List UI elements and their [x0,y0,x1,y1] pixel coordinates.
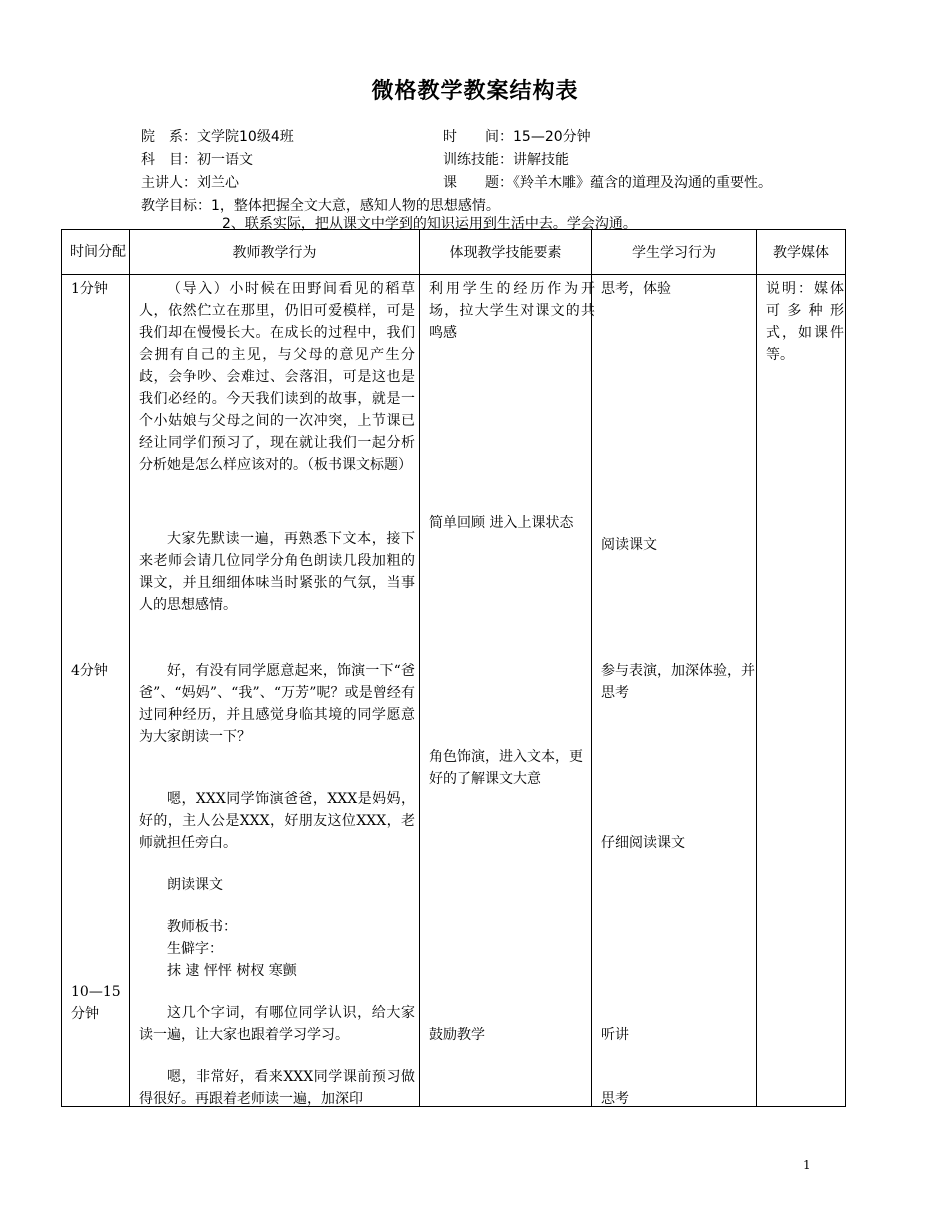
meta-goal-2: 2、联系实际，把从课文中学到的知识运用到生活中去。学会沟通。 [222,216,637,232]
student-item: 阅读课文 [601,537,657,553]
meta-topic: 课 题：《羚羊木雕》蕴含的道理及沟通的重要性。 [443,175,772,191]
student-item: 思考 [601,1091,629,1107]
media-cell [757,275,846,1107]
meta-goal-1: 教学目标：1，整体把握全文大意，感知人物的思想感情。 [141,198,500,214]
table-header-row [62,230,846,275]
meta-lecturer: 主讲人：刘兰心 [141,175,239,191]
teacher-paragraph: 生僻字： [167,941,223,957]
meta-skill: 训练技能：讲解技能 [443,152,569,168]
teacher-paragraph: 好，有没有同学愿意起来，饰演一下“爸爸”、“妈妈”、“我”、“万芳”呢？或是曾经有过同种经历，并且感觉身临其境的同学愿意为大家朗读一下？ [139,663,415,745]
page-number: 1 [803,1158,811,1172]
page-title: 微格教学教案结构表 [371,79,579,104]
meta-subject: 科 目：初一语文 [141,152,253,168]
teacher-paragraph: 大家先默读一遍，再熟悉下文本，接下来老师会请几位同学分角色朗读几段加粗的课文，并且细细体味当时紧张的气氛，当事人的思想感情。 [139,531,415,613]
student-item: 参与表演，加深体验，并思考 [601,663,755,701]
header-time: 时间分配 [62,230,130,275]
header-media: 教学媒体 [757,230,846,275]
skill-cell [420,275,595,1107]
header-student: 学生学习行为 [592,230,757,275]
teacher-paragraph: 抹 逮 怦怦 树杈 寒颤 [167,963,297,979]
meta-department: 院 系：文学院10级4班 [141,129,294,145]
teacher-paragraph: 嗯，XXX同学饰演爸爸，XXX是妈妈，好的，主人公是XXX，好朋友这位XXX，老师就担任旁白。 [139,791,415,851]
skill-item: 鼓励教学 [429,1027,485,1043]
skill-item: 角色饰演，进入文本，更好的了解课文大意 [429,749,583,787]
media-note: 说明：媒体可多种形式，如课件等。 [766,281,844,363]
student-item: 仔细阅读课文 [601,835,685,851]
time-cell [62,275,130,1107]
teacher-paragraph: 这几个字词，有哪位同学认识，给大家读一遍，让大家也跟着学习学习。 [139,1005,415,1043]
student-item: 听讲 [601,1027,629,1043]
teacher-cell [130,275,420,1107]
table-row [62,275,846,1107]
skill-item: 利用学生的经历作为开场，拉大学生对课文的共鸣感 [429,281,595,341]
skill-item: 简单回顾 进入上课状态 [429,515,574,531]
student-cell [592,275,757,1107]
teacher-paragraph: 嗯，非常好，看来XXX同学课前预习做得很好。再跟着老师读一遍，加深印 [139,1069,415,1107]
header-teacher: 教师教学行为 [130,230,420,275]
time-item: 1分钟 [71,281,108,297]
student-item: 思考，体验 [601,281,671,297]
teacher-paragraph: （导入）小时候在田野间看见的稻草人，依然伫立在那里，仍旧可爱模样，可是我们却在慢慢长大。在成长的过程中，我们会拥有自己的主见，与父母的意见产生分歧，会争吵、会难过、会落泪，可是这也是我们必经的。今天我们读到的故事，就是一个小姑娘与父母之间的一次冲突，上节课已经让同学们预习了，现在就让我们一起分析分析她是怎么样应该对的。（板书课文标题） [139,281,415,473]
teacher-paragraph: 朗读课文 [167,877,223,893]
lesson-plan-table [61,229,846,1107]
meta-time: 时 间：15—20分钟 [443,129,591,145]
teacher-paragraph: 教师板书： [167,919,237,935]
header-skill: 体现教学技能要素 [420,230,592,275]
time-item: 10—15分钟 [71,984,121,1022]
time-item: 4分钟 [71,663,108,679]
